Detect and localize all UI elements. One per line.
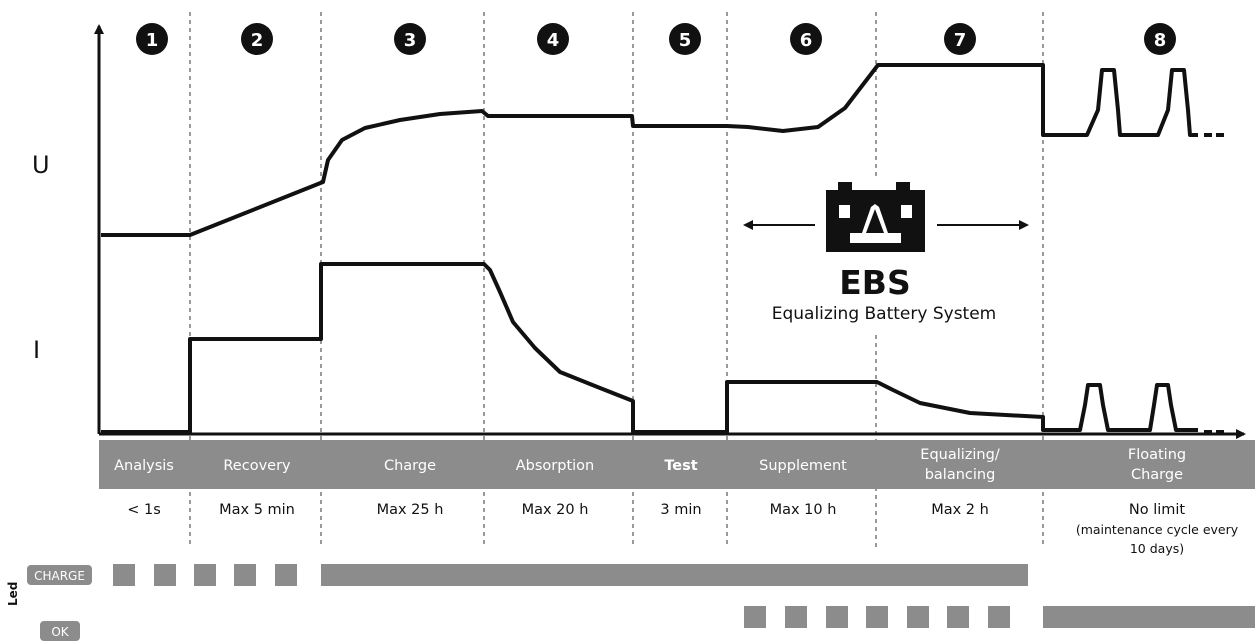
step-number: 4 — [546, 30, 560, 51]
led-blink-segment — [154, 564, 176, 586]
phase-label: Equalizing/ — [920, 447, 1000, 463]
phase-label: balancing — [924, 467, 996, 483]
phase-label: Analysis — [114, 458, 174, 474]
phase-duration: Max 2 h — [931, 502, 989, 518]
led-axis-label: Led — [6, 581, 20, 606]
led-blink-segment — [988, 606, 1010, 628]
duration-labels — [127, 502, 1239, 556]
step-number: 2 — [250, 30, 264, 51]
led-blink-segment — [234, 564, 256, 586]
led-charge-label: CHARGE — [34, 569, 85, 583]
phase-label: Absorption — [515, 458, 595, 474]
phase-duration: Max 25 h — [376, 502, 444, 518]
phase-duration: 3 min — [660, 502, 702, 518]
led-blink-segment — [785, 606, 807, 628]
ebs-block — [745, 182, 1027, 324]
phase-duration: Max 20 h — [521, 502, 589, 518]
led-charge-track — [113, 564, 1028, 586]
led-blink-segment — [194, 564, 216, 586]
phase-duration: < 1s — [127, 502, 161, 518]
battery-icon — [826, 182, 925, 252]
step-number: 6 — [799, 30, 813, 51]
step-number: 5 — [678, 30, 692, 51]
phase-label: Charge — [383, 458, 437, 474]
led-blink-segment — [947, 606, 969, 628]
led-blink-segment — [113, 564, 135, 586]
current-axis-label: I — [33, 336, 41, 364]
led-charge-badge — [27, 565, 92, 585]
phase-duration: Max 5 min — [219, 502, 295, 518]
phase-duration-note: (maintenance cycle every — [1075, 522, 1239, 537]
phase-label: Charge — [1130, 467, 1184, 483]
led-blink-segment — [866, 606, 888, 628]
step-number: 7 — [953, 30, 967, 51]
led-blink-segment — [275, 564, 297, 586]
voltage-curve — [101, 65, 1198, 235]
ebs-subtitle: Equalizing Battery System — [771, 304, 997, 324]
step-number: 8 — [1153, 30, 1167, 51]
phase-label: Supplement — [759, 458, 847, 474]
phase-label: Floating — [1127, 447, 1187, 463]
led-solid-segment — [1043, 606, 1255, 628]
phase-label: Test — [664, 458, 698, 474]
phase-duration: Max 10 h — [769, 502, 837, 518]
led-solid-segment — [321, 564, 1028, 586]
voltage-axis-label: U — [32, 151, 50, 179]
step-number: 1 — [145, 30, 159, 51]
phase-duration: No limit — [1128, 502, 1186, 518]
led-blink-segment — [744, 606, 766, 628]
led-ok-badge — [40, 621, 80, 641]
step-numbers — [136, 23, 1176, 55]
step-number: 3 — [403, 30, 417, 51]
led-blink-segment — [826, 606, 848, 628]
current-curve — [101, 264, 1198, 432]
led-ok-track — [744, 606, 1255, 628]
led-blink-segment — [907, 606, 929, 628]
phase-label: Recovery — [223, 458, 291, 474]
phase-duration-note: 10 days) — [1129, 541, 1185, 556]
ebs-title: EBS — [839, 263, 911, 302]
led-ok-label: OK — [51, 625, 69, 639]
